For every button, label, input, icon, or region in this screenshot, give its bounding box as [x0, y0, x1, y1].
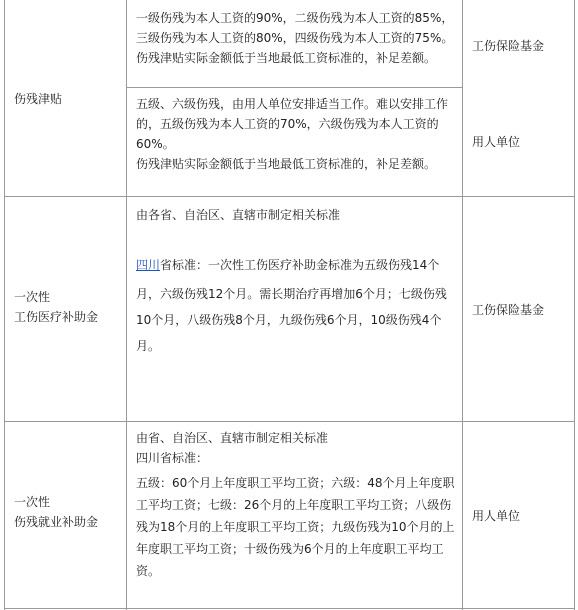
row-divider-1 [4, 196, 575, 197]
row-divider-2 [4, 421, 575, 422]
content-disability-allowance-levels-1-4: 一级伤残为本人工资的90%，二级伤残为本人工资的85%， 三级伤残为本人工资的80%，四级伤残为本人工资的75%。 伤残津贴实际金额低于当地最低工资标准的，补足差额。 [136, 11, 454, 65]
row-label-employment-subsidy: 一次性 伤残就业补助金 [14, 495, 99, 529]
sichuan-link[interactable]: 四川 [136, 258, 161, 272]
payer-medical-subsidy: 工伤保险基金 [472, 303, 545, 317]
table-border-left [4, 0, 5, 610]
table-border-bottom [4, 608, 575, 609]
column-divider-2 [462, 0, 463, 610]
row-label-medical-subsidy: 一次性 工伤医疗补助金 [14, 290, 99, 324]
column-divider-1 [126, 0, 127, 610]
row-divider-sub [126, 87, 463, 88]
content-disability-allowance-levels-5-6: 五级、六级伤残，由用人单位安排适当工作。难以安排工作 的，五级伤残为本人工资的70%，六级伤残为本人工资的 60%。 伤残津贴实际金额低于当地最低工资标准的，补足差额。 [136, 97, 449, 171]
content-medical-subsidy: 由各省、自治区、直辖市制定相关标准 四川省标准：一次性工伤医疗补助金标准为五级伤残14个 月，六级伤残12个月。需长期治疗再增加6个月；七级伤残 10个月，八级伤残8个月，九级伤残6个月，10级伤残4个 月。 [136, 205, 460, 359]
payer-disability-allowance-levels-5-6: 用人单位 [472, 135, 521, 149]
content-employment-subsidy: 由省、自治区、直辖市制定相关标准 四川省标准： 五级：60个月上年度职工平均工资；六级：48个月上年度职 工平均工资；七级：26个月的上年度职工平均工资；八级伤 残为18个月的上年度职工平均工资；九级伤残为10个月的上 年度职工平均工资；十级伤残为6个月的上年度职工平均工 资。 [136, 431, 455, 578]
payer-employment-subsidy: 用人单位 [472, 509, 521, 523]
blank-line [136, 225, 460, 255]
row-label-disability-allowance: 伤残津贴 [14, 92, 63, 106]
payer-disability-allowance-levels-1-4: 工伤保险基金 [472, 39, 545, 53]
table-border-right [574, 0, 575, 610]
